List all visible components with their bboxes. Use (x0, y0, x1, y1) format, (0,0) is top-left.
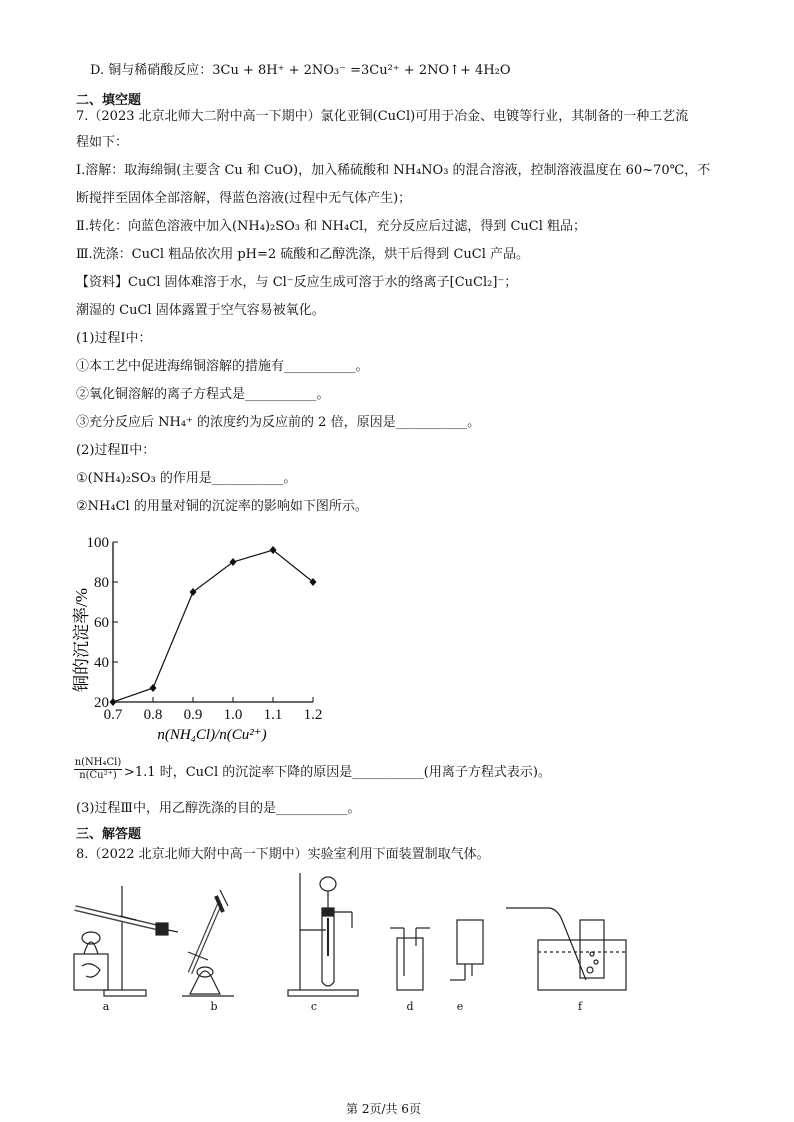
apparatus-label-d: d (406, 1000, 414, 1013)
q7-info-line2: 潮湿的 CuCl 固体露置于空气容易被氧化。 (76, 303, 325, 318)
q7-step2: Ⅱ.转化：向蓝色溶液中加入(NH₄)₂SO₃ 和 NH₄Cl，充分反应后过滤，得到 CuCl 粗品； (76, 219, 587, 234)
q7-step1-line2: 断搅拌至固体全部溶解，得蓝色溶液(过程中无气体产生)； (76, 191, 412, 206)
apparatus-c-drawing (288, 873, 358, 996)
q7-part1-q1: ①本工艺中促进海绵铜溶解的措施有___________。 (76, 359, 369, 374)
q7-intro-line2: 程如下： (76, 135, 129, 150)
q7-part2-q2: ②NH₄Cl 的用量对铜的沉淀率的影响如下图所示。 (76, 499, 368, 514)
page-footer: 第 2页/共 6页 (346, 1102, 421, 1116)
chart-x-axis-label: n(NH₄Cl)/n(Cu²⁺) (157, 727, 267, 743)
apparatus-label-b: b (210, 1000, 218, 1013)
chart-y-tick-label: 40 (94, 655, 109, 671)
apparatus-b-drawing (182, 890, 234, 996)
chart-x-tick-label: 1.0 (223, 707, 243, 723)
chart-data-point (190, 588, 197, 596)
q7-part3: (3)过程Ⅲ中，用乙醇洗涤的目的是___________。 (76, 801, 361, 816)
section-answer-title: 三、解答题 (76, 827, 142, 842)
apparatus-figure (60, 868, 660, 1003)
q7-part1-q2: ②氧化铜溶解的离子方程式是___________。 (76, 387, 330, 402)
chart-x-tick-label: 1.1 (263, 707, 283, 723)
chart-y-tick-label: 100 (86, 535, 109, 551)
apparatus-e-drawing (450, 920, 483, 980)
ratio-numerator: n(NH₄Cl) (74, 757, 122, 768)
chart-y-axis-label: 铜的沉淀率/% (72, 588, 91, 692)
apparatus-label-c: c (310, 1000, 318, 1013)
chart-x-tick-label: 0.9 (183, 707, 203, 723)
apparatus-a-drawing (74, 886, 178, 996)
q7-step3: Ⅲ.洗涤：CuCl 粗品依次用 pH=2 硫酸和乙醇洗涤，烘干后得到 CuCl 产品。 (76, 247, 530, 262)
q7-part1-title: (1)过程Ⅰ中： (76, 331, 152, 346)
q7-part2-q3: >1.1 时，CuCl 的沉淀率下降的原因是___________(用离子方程式表示)。 (124, 765, 551, 780)
chart-data-point (270, 546, 277, 554)
chart-data-point (230, 558, 237, 566)
section-fill-in-title: 二、填空题 (76, 93, 142, 108)
chart-y-tick-label: 20 (94, 695, 109, 711)
chart-data-point (110, 698, 117, 706)
chart-series-line (113, 550, 313, 702)
apparatus-label-e: e (456, 1000, 464, 1013)
apparatus-label-f: f (577, 1000, 583, 1013)
precipitation-rate-chart (60, 525, 340, 750)
chart-y-tick-label: 80 (94, 575, 109, 591)
option-d: D. 铜与稀硝酸反应：3Cu + 8H⁺ + 2NO₃⁻ =3Cu²⁺ + 2NO↑+ 4H₂O (90, 63, 511, 78)
q8-intro: 8.（2022 北京北师大附中高一下期中）实验室利用下面装置制取气体。 (76, 847, 490, 862)
q7-part2-q1: ①(NH₄)₂SO₃ 的作用是___________。 (76, 471, 297, 486)
q7-step1-line1: Ⅰ.溶解：取海绵铜(主要含 Cu 和 CuO)，加入稀硫酸和 NH₄NO₃ 的混合溶液，控制溶液温度在 60~70℃，不 (76, 163, 711, 178)
chart-x-tick-label: 0.7 (103, 707, 123, 723)
q7-part2-title: (2)过程Ⅱ中： (76, 443, 156, 458)
ratio-denominator: n(Cu²⁺) (79, 770, 117, 781)
chart-data-point (150, 684, 157, 692)
q7-info-line1: 【资料】CuCl 固体难溶于水，与 Cl⁻反应生成可溶于水的络离子[CuCl₂]⁻； (76, 275, 518, 290)
apparatus-label-a: a (102, 1000, 110, 1013)
apparatus-f-drawing (506, 908, 626, 990)
apparatus-d-drawing (390, 928, 430, 990)
ratio-fraction (74, 757, 122, 781)
chart-data-point (310, 578, 317, 586)
chart-x-tick-label: 1.2 (303, 707, 323, 723)
chart-x-tick-label: 0.8 (143, 707, 163, 723)
q7-part1-q3: ③充分反应后 NH₄⁺ 的浓度约为反应前的 2 倍，原因是___________。 (76, 415, 481, 430)
chart-y-tick-label: 60 (94, 615, 109, 631)
q7-intro-line1: 7.（2023 北京北师大二附中高一下期中）氯化亚铜(CuCl)可用于冶金、电镀等行业，其制备的一种工艺流 (76, 109, 689, 124)
